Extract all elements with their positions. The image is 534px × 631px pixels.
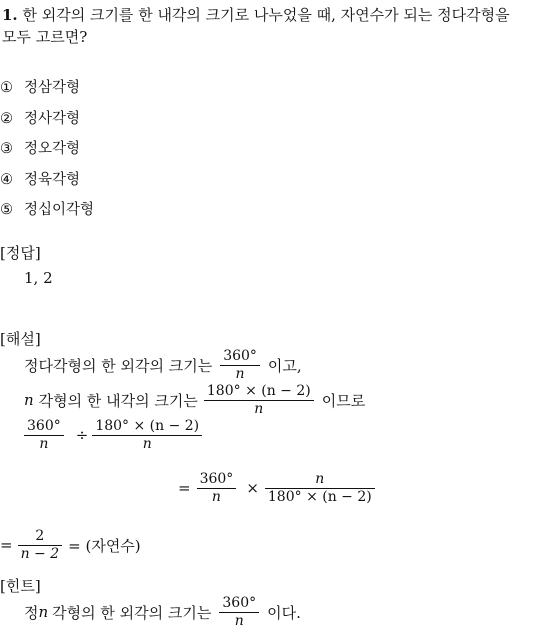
question-line-2: [2, 27, 87, 47]
choice-label: 정십이각형: [24, 202, 95, 218]
denominator: n: [234, 612, 244, 629]
answer-value: 1, 2: [24, 269, 53, 287]
denominator: n − 2: [20, 545, 60, 562]
hint-line: [24, 593, 301, 631]
numerator: 2: [18, 528, 63, 546]
operator-divide: ÷: [75, 426, 89, 444]
question-text-2: 모두 고르면?: [2, 28, 88, 46]
explanation-line-2: [24, 381, 365, 419]
choice-label: 정삼각형: [24, 80, 81, 96]
numerator: 360°: [197, 471, 237, 489]
equals: =: [0, 536, 13, 554]
fraction: [92, 418, 202, 453]
choice-mark: ⑤: [0, 202, 13, 218]
denominator: n: [142, 435, 152, 452]
choice-4[interactable]: [0, 170, 80, 190]
numerator: 360°: [220, 348, 260, 366]
denominator: n: [235, 365, 245, 382]
explanation-line-1: [24, 346, 302, 384]
explanation-line-4: [178, 469, 375, 507]
fraction: [18, 528, 63, 563]
text: 이므로: [321, 391, 366, 410]
explanation-heading: [해설]: [0, 330, 41, 348]
fraction: [24, 418, 64, 453]
text: = (자연수): [68, 536, 141, 555]
variable-n: n: [38, 603, 49, 621]
text: 정: [24, 603, 39, 622]
variable-n: n: [24, 391, 34, 409]
fraction: [197, 471, 237, 506]
explanation-line-3: [24, 416, 202, 454]
numerator: 180° × (n − 2): [92, 418, 202, 436]
choice-1[interactable]: [0, 78, 80, 98]
choice-label: 정사각형: [24, 111, 81, 127]
denominator: n: [254, 400, 264, 417]
text: 이다.: [267, 603, 301, 622]
choice-label: 정육각형: [24, 172, 81, 188]
choice-mark: ①: [0, 80, 13, 96]
choice-label: 정오각형: [24, 141, 81, 157]
question-text-1: 한 외각의 크기를 한 내각의 크기로 나누었을 때, 자연수가 되는 정다각형을: [22, 6, 510, 24]
fraction: [220, 348, 260, 383]
text: 정다각형의 한 외각의 크기는: [24, 356, 213, 375]
hint-heading: [힌트]: [0, 577, 41, 595]
denominator: 180° × (n − 2): [267, 488, 372, 505]
choice-mark: ②: [0, 111, 13, 127]
fraction: [219, 595, 259, 630]
choice-mark: ③: [0, 141, 13, 157]
text: 이고,: [267, 356, 302, 375]
equals: =: [178, 479, 191, 497]
choice-3[interactable]: [0, 139, 80, 159]
fraction: [204, 383, 314, 418]
numerator: 180° × (n − 2): [204, 383, 314, 401]
fraction: [265, 471, 375, 506]
numerator: 360°: [24, 418, 64, 436]
choice-mark: ④: [0, 172, 13, 188]
choice-2[interactable]: [0, 109, 80, 129]
denominator: n: [211, 488, 221, 505]
text: 각형의 한 외각의 크기는: [52, 603, 212, 622]
question-line-1: [2, 5, 510, 25]
choice-5[interactable]: [0, 200, 94, 220]
answer-heading: [정답]: [0, 244, 41, 262]
explanation-line-5: [0, 526, 141, 564]
question-number: 1.: [2, 6, 18, 24]
denominator: n: [39, 435, 49, 452]
operator-times: ×: [246, 479, 259, 497]
text: 각형의 한 내각의 크기는: [38, 391, 198, 410]
numerator: 360°: [219, 595, 259, 613]
numerator: n: [265, 471, 375, 489]
